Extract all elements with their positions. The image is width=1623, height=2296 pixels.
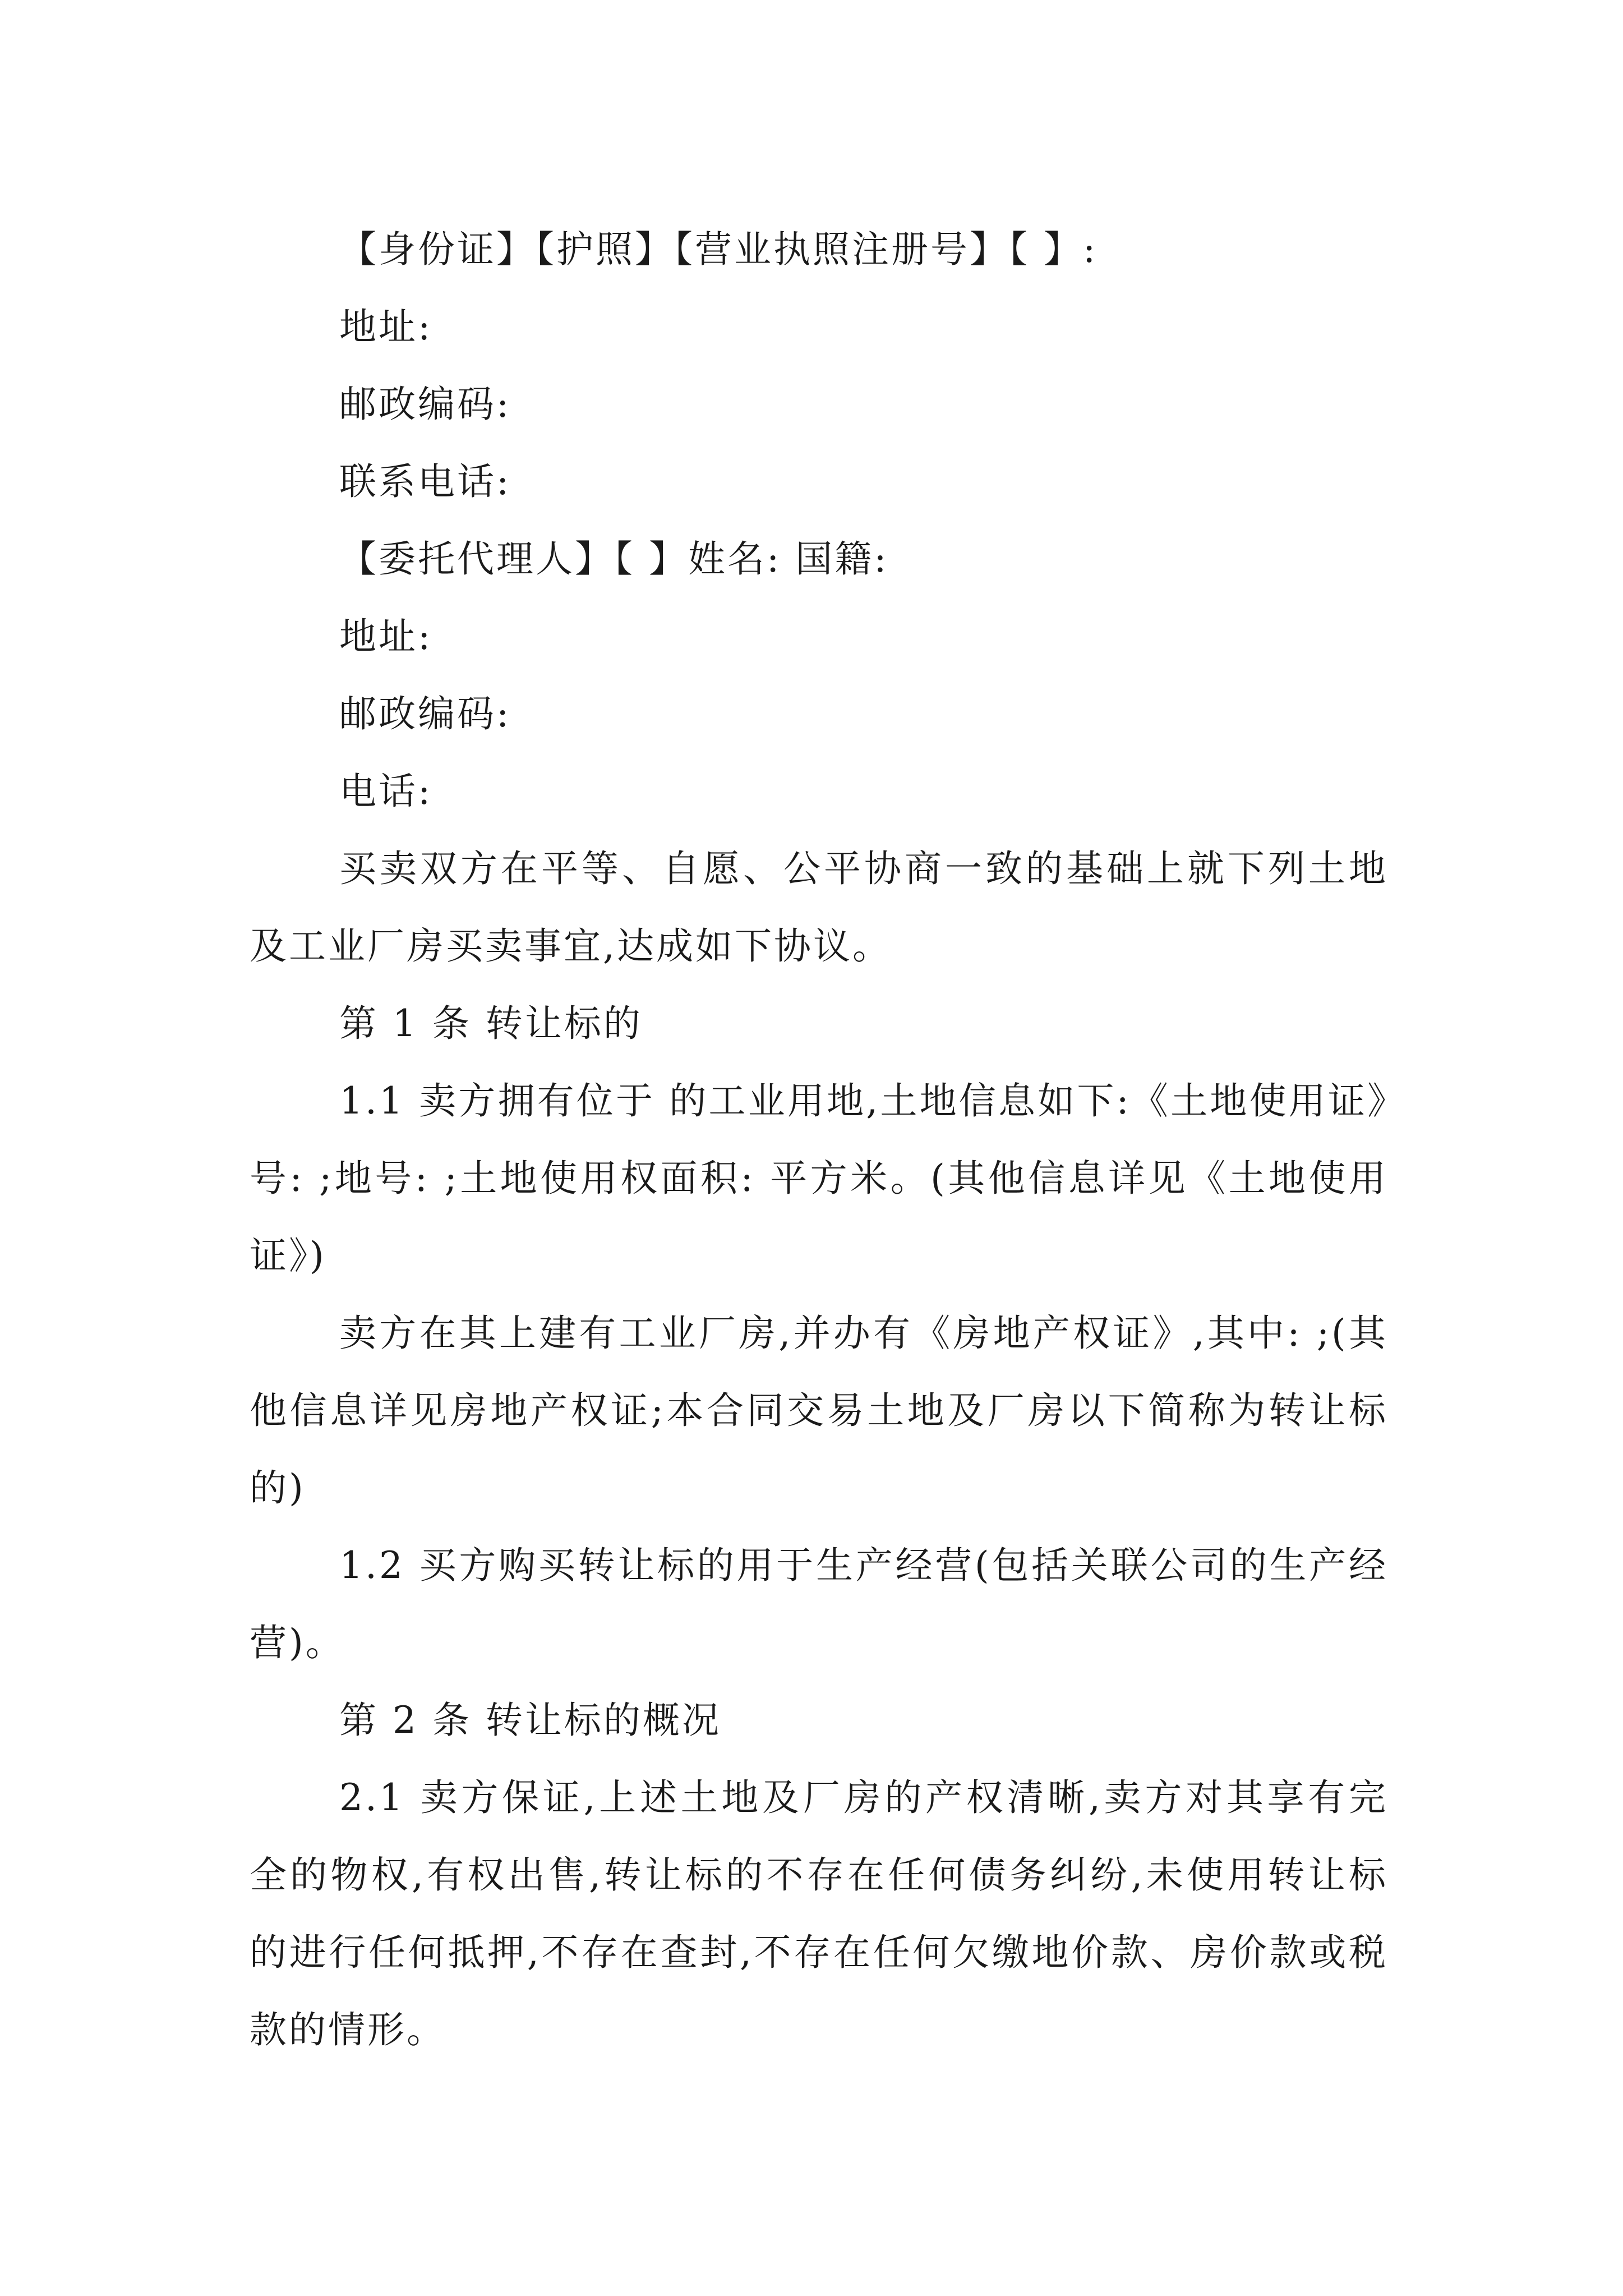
clause-1-1: 1.1 卖方拥有位于 的工业用地,土地信息如下:《土地使用证》号: ;地号: ;土地使用权面积: 平方米。(其他信息详见《土地使用证》) [250,1079,1388,1277]
preamble-paragraph: 买卖双方在平等、自愿、公平协商一致的基础上就下列土地及工业厂房买卖事宜,达成如下协议。 [250,847,1388,968]
article-1-heading: 第 1 条 转让标的 [339,1002,643,1045]
clause-2-1: 2.1 卖方保证,上述土地及厂房的产权清晰,卖方对其享有完全的物权,有权出售,转让标的不存在任何债务纠纷,未使用转让标的进行任何抵押,不存在查封,不存在任何欠缴地价款、房价款或税款的情形。 [250,1776,1388,2051]
clause-1-1-continued: 卖方在其上建有工业厂房,并办有《房地产权证》,其中: ;(其他信息详见房地产权证;本合同交易土地及厂房以下简称为转让标的) [250,1312,1388,1510]
document-body [250,211,1388,2069]
id-document-line: 【身份证】【护照】【营业执照注册号】【 】: [339,228,1098,271]
agent-postal-code-line: 邮政编码: [339,692,511,735]
agent-address-line: 地址: [339,615,433,658]
agent-phone-line: 电话: [339,770,433,813]
contact-phone-line: 联系电话: [339,460,511,503]
address-line: 地址: [339,305,433,348]
agent-name-nationality-line: 【委托代理人】【 】姓名: 国籍: [339,537,889,581]
postal-code-line: 邮政编码: [339,383,511,426]
clause-1-2: 1.2 买方购买转让标的用于生产经营(包括关联公司的生产经营)。 [250,1544,1388,1664]
article-2-heading: 第 2 条 转让标的概况 [339,1699,721,1742]
